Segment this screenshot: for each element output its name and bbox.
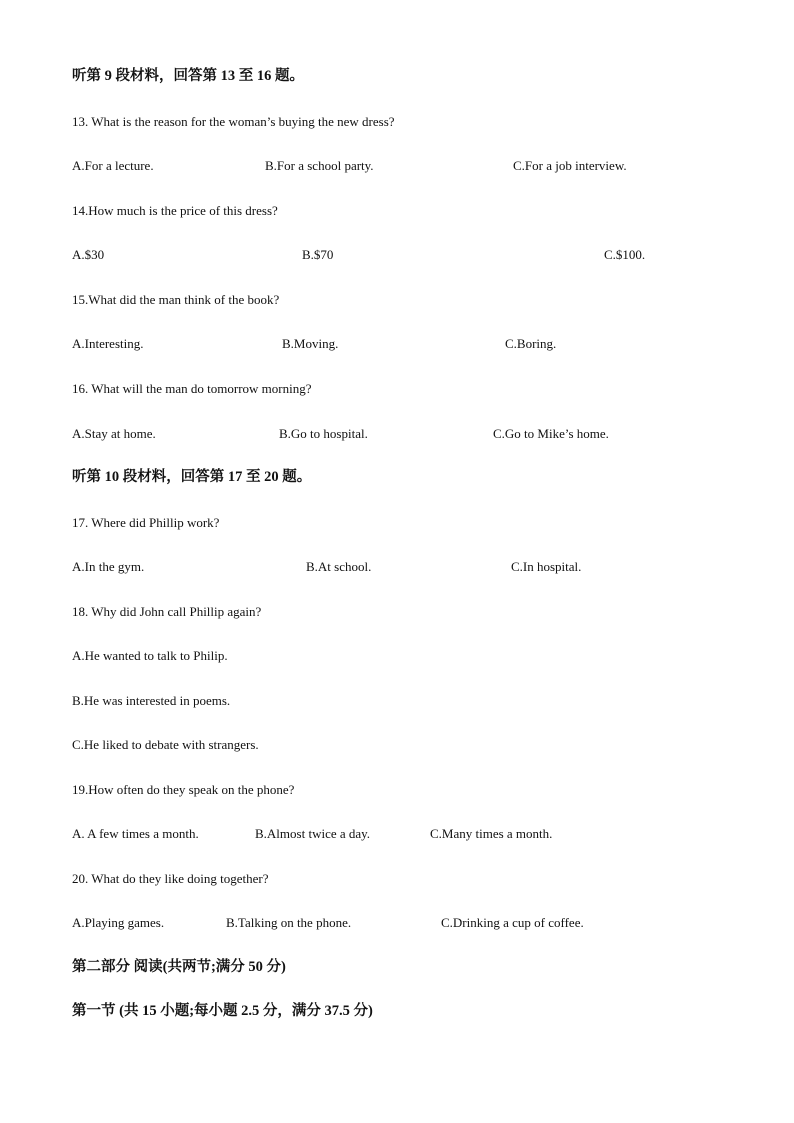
option-16-a: A.Stay at home. <box>72 426 156 441</box>
option-16-b: B.Go to hospital. <box>279 426 368 441</box>
option-20-c: C.Drinking a cup of coffee. <box>441 915 584 930</box>
option-19-b: B.Almost twice a day. <box>255 826 371 841</box>
option-15-b: B.Moving. <box>282 336 339 351</box>
section-heading-9: 听第 9 段材料，回答第 13 至 16 题。 <box>72 68 304 84</box>
option-17-a: A.In the gym. <box>72 559 145 574</box>
option-15-c: C.Boring. <box>505 336 557 351</box>
option-14-a: A.$30 <box>72 247 105 262</box>
question-18: 18. Why did John call Phillip again? <box>72 604 262 619</box>
option-17-b: B.At school. <box>306 559 372 574</box>
option-19-a: A. A few times a month. <box>72 826 199 841</box>
question-13: 13. What is the reason for the woman’s buying the new dress? <box>72 114 395 129</box>
question-15: 15.What did the man think of the book? <box>72 292 280 307</box>
option-19-c: C.Many times a month. <box>430 826 553 841</box>
option-13-b: B.For a school party. <box>265 158 374 173</box>
option-18-c: C.He liked to debate with strangers. <box>72 737 259 752</box>
option-18-a: A.He wanted to talk to Philip. <box>72 648 228 663</box>
option-14-b: B.$70 <box>302 247 334 262</box>
option-13-a: A.For a lecture. <box>72 158 154 173</box>
option-18-b: B.He was interested in poems. <box>72 693 231 708</box>
section-heading-10: 听第 10 段材料，回答第 17 至 20 题。 <box>72 469 312 485</box>
question-19: 19.How often do they speak on the phone? <box>72 782 295 797</box>
option-16-c: C.Go to Mike’s home. <box>493 426 609 441</box>
part2-section1-heading: 第一节 (共 15 小题;每小题 2.5 分，满分 37.5 分) <box>72 1003 373 1019</box>
option-13-c: C.For a job interview. <box>513 158 627 173</box>
question-17: 17. Where did Phillip work? <box>72 515 220 530</box>
option-15-a: A.Interesting. <box>72 336 144 351</box>
question-20: 20. What do they like doing together? <box>72 871 269 886</box>
option-20-b: B.Talking on the phone. <box>226 915 352 930</box>
question-16: 16. What will the man do tomorrow morning? <box>72 381 312 396</box>
question-14: 14.How much is the price of this dress? <box>72 203 278 218</box>
option-17-c: C.In hospital. <box>511 559 582 574</box>
part2-heading: 第二部分 阅读(共两节;满分 50 分) <box>72 959 286 975</box>
option-14-c: C.$100. <box>604 247 646 262</box>
option-20-a: A.Playing games. <box>72 915 165 930</box>
